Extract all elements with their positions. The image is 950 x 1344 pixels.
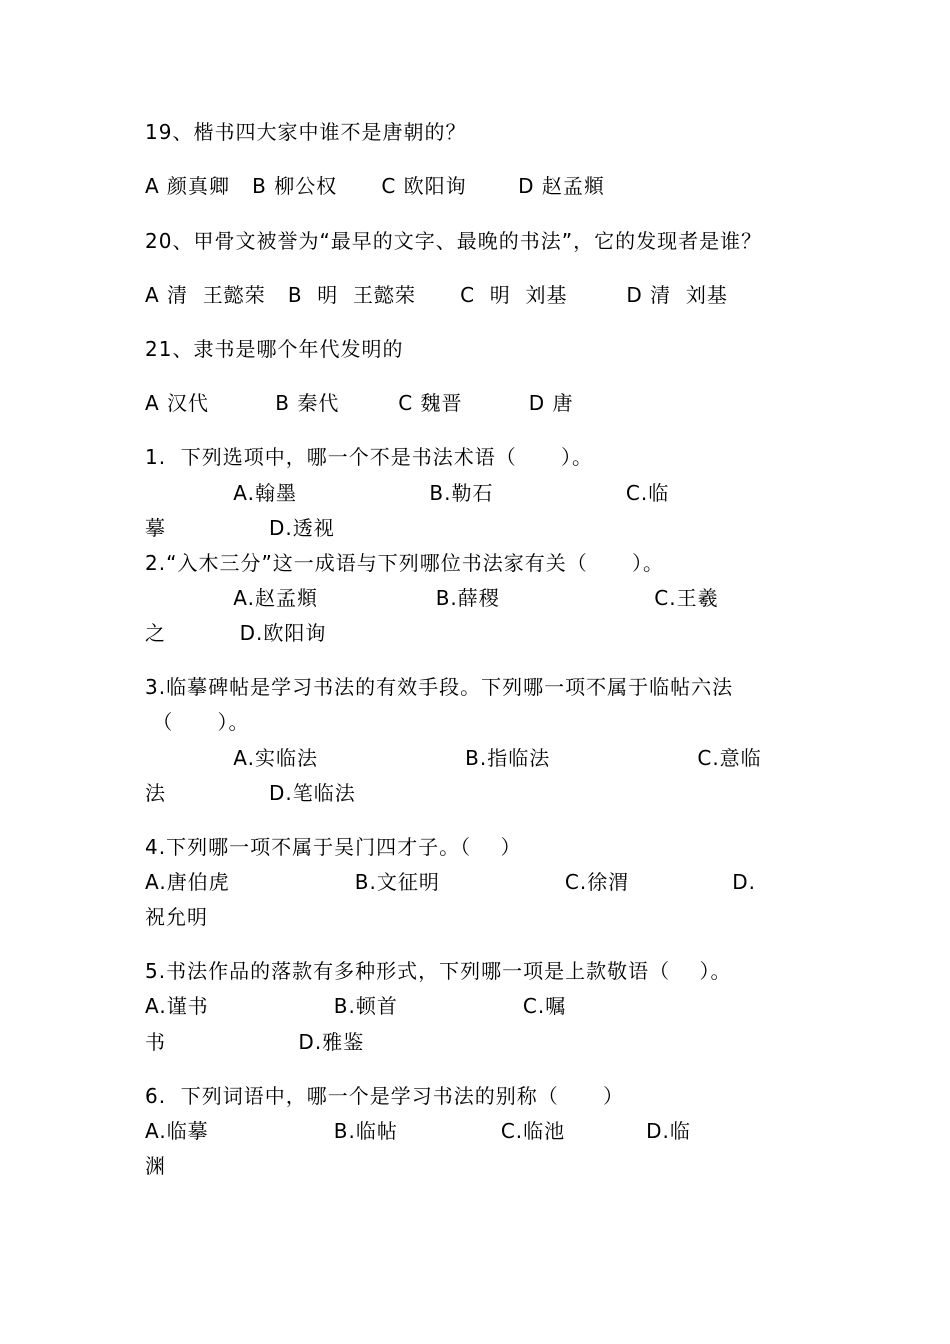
question-4-options: A.唐伯虎 B.文征明 C.徐渭 D. [145, 870, 757, 894]
question-20: 20、甲骨文被誉为“最早的文字、最晚的书法”，它的发现者是谁？ [145, 229, 763, 253]
question-1: 1. 下列选项中，哪一个不是书法术语（ ）。 [145, 445, 593, 469]
question-3: 3.临摹碑帖是学习书法的有效手段。下列哪一项不属于临帖六法 [145, 675, 734, 699]
question-1-options: A.翰墨 B.勒石 C.临 [145, 481, 670, 505]
question-20-options: A 清 王懿荣 B 明 王懿荣 C 明 刘基 D 清 刘基 [145, 283, 728, 307]
question-2-options-cont: 之 D.欧阳询 [145, 621, 327, 645]
question-6-options: A.临摹 B.临帖 C.临池 D.临 [145, 1119, 691, 1143]
question-3-options: A.实临法 B.指临法 C.意临 [145, 746, 762, 770]
question-2-options: A.赵孟頫 B.薛稷 C.王羲 [145, 586, 719, 610]
question-1-options-cont: 摹 D.透视 [145, 516, 335, 540]
question-5-options: A.谨书 B.顿首 C.嘱 [145, 994, 567, 1018]
question-5: 5.书法作品的落款有多种形式，下列哪一项是上款敬语（ ）。 [145, 959, 732, 983]
question-4: 4.下列哪一项不属于吴门四才子。（ ） [145, 835, 522, 859]
question-21-options: A 汉代 B 秦代 C 魏晋 D 唐 [145, 391, 574, 415]
question-3-cont: （ ）。 [145, 710, 250, 734]
question-5-options-cont: 书 D.雅鉴 [145, 1030, 365, 1054]
question-6-options-cont: 渊 [145, 1154, 166, 1178]
question-6: 6. 下列词语中，哪一个是学习书法的别称（ ） [145, 1084, 624, 1108]
question-19: 19、楷书四大家中谁不是唐朝的？ [145, 120, 467, 144]
question-3-options-cont: 法 D.笔临法 [145, 781, 356, 805]
question-4-options-cont: 祝允明 [145, 905, 208, 929]
question-2: 2.“入木三分”这一成语与下列哪位书法家有关（ ）。 [145, 551, 664, 575]
question-21: 21、隶书是哪个年代发明的 [145, 337, 404, 361]
question-19-options: A 颜真卿 B 柳公权 C 欧阳询 D 赵孟頫 [145, 174, 605, 198]
